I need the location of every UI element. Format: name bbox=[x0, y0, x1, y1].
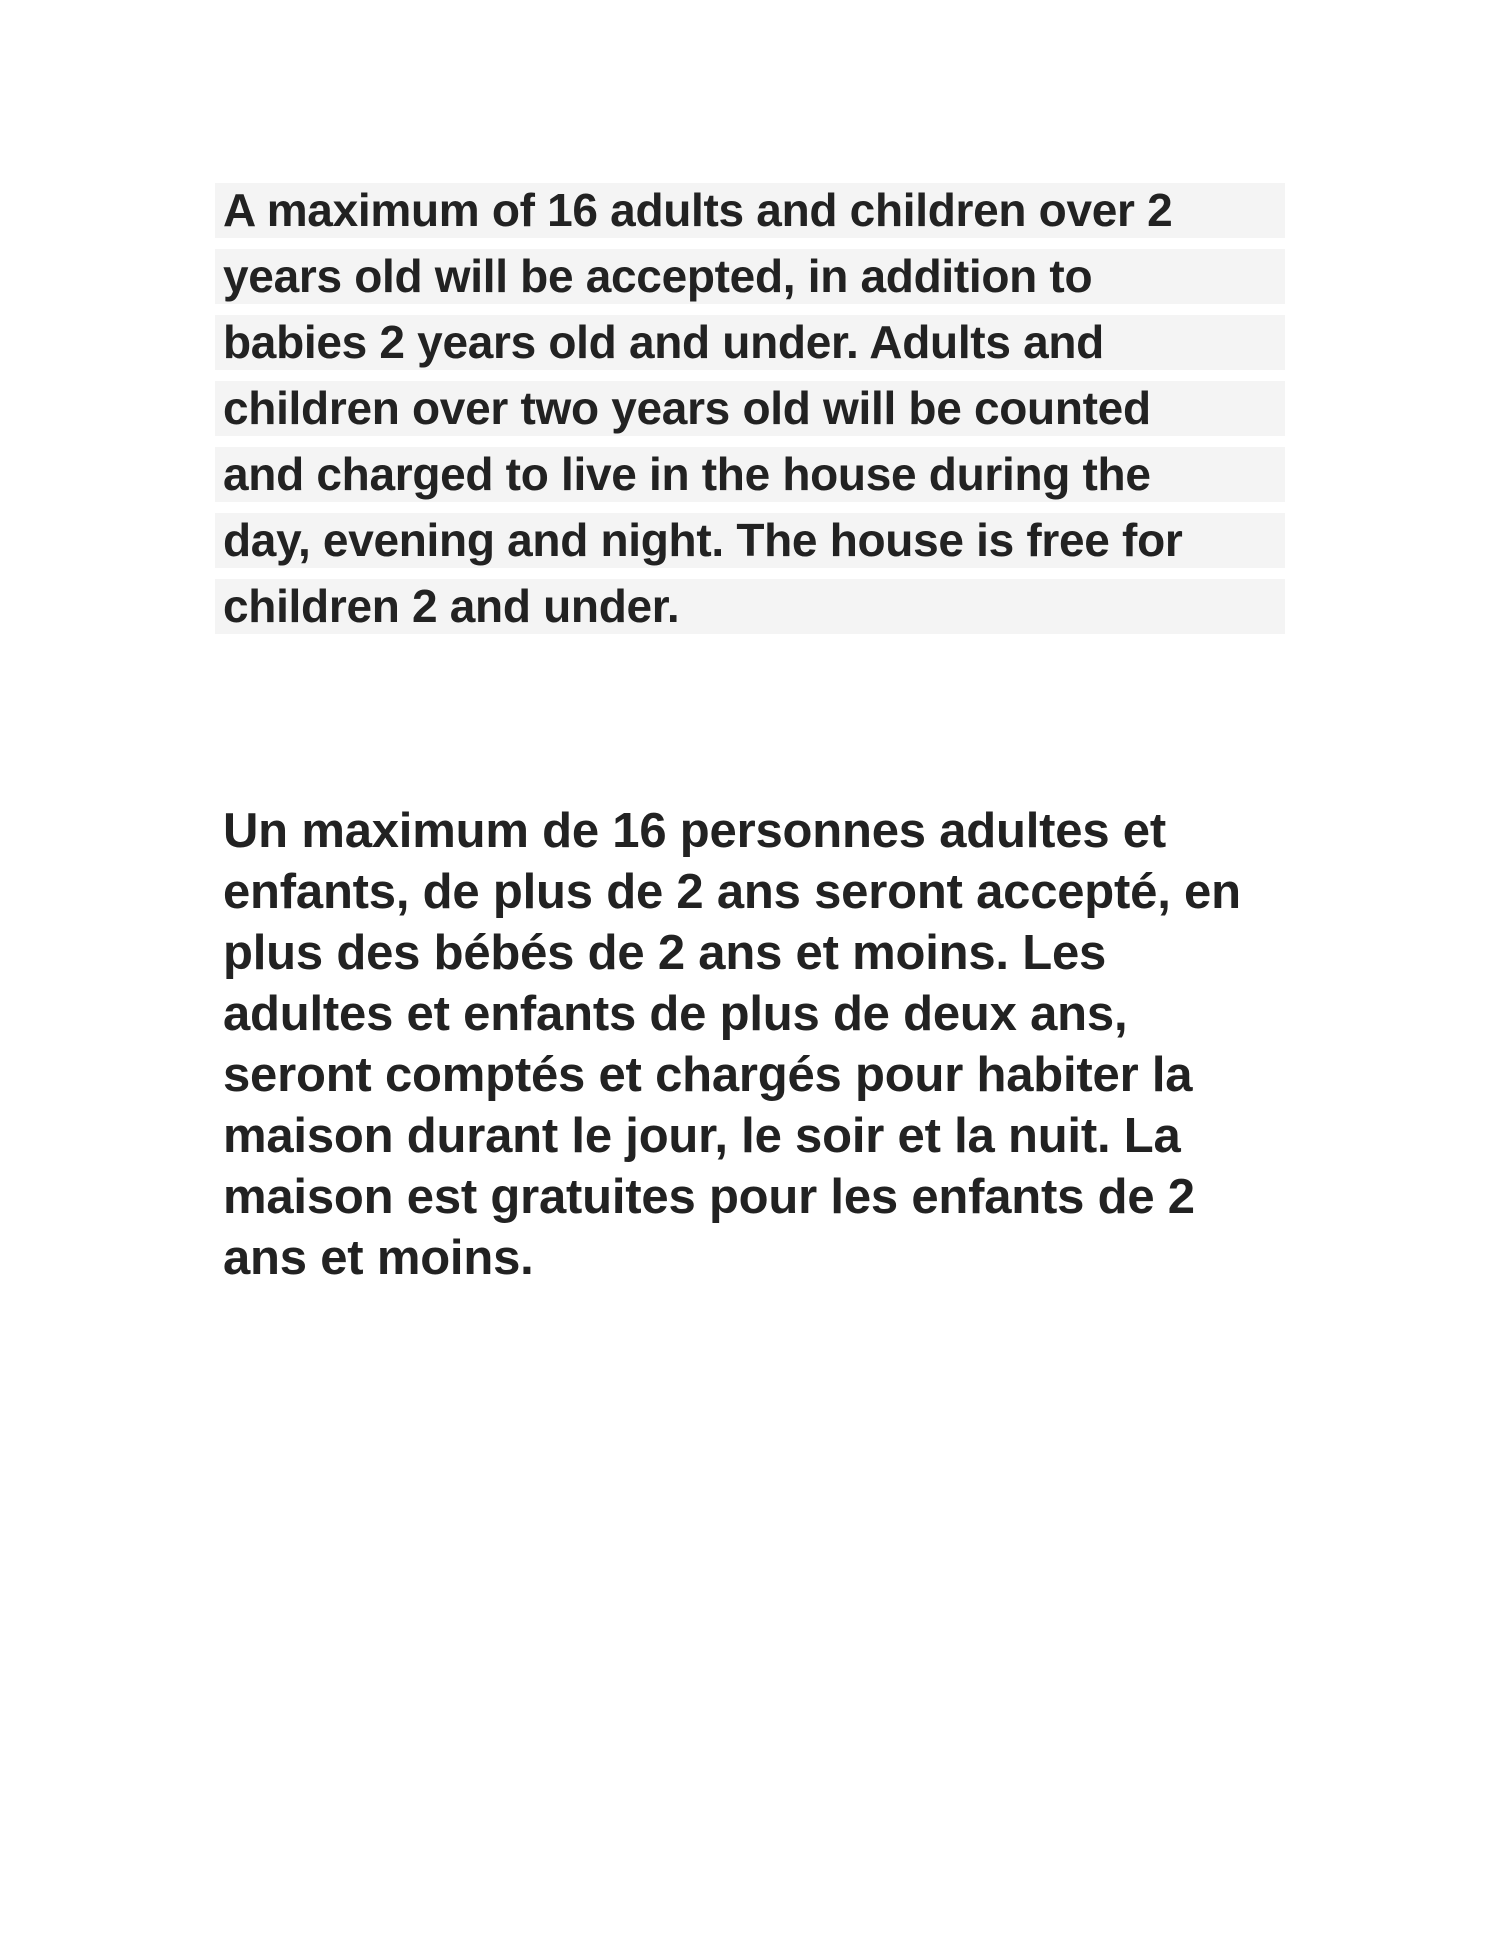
text-line: maison est gratuites pour les enfants de 2 bbox=[223, 1170, 1195, 1224]
text-line: A maximum of 16 adults and children over 2 bbox=[215, 183, 1285, 238]
french-paragraph bbox=[223, 801, 1303, 1289]
text-line: day, evening and night. The house is free for bbox=[215, 513, 1285, 568]
text-line: enfants, de plus de 2 ans seront accepté, en bbox=[223, 865, 1241, 919]
text-line: children 2 and under. bbox=[215, 579, 1285, 634]
text-line: years old will be accepted, in addition to bbox=[215, 249, 1285, 304]
text-line: and charged to live in the house during the bbox=[215, 447, 1285, 502]
text-line: maison durant le jour, le soir et la nuit. La bbox=[223, 1109, 1181, 1163]
text-line: babies 2 years old and under. Adults and bbox=[215, 315, 1285, 370]
text-line: adultes et enfants de plus de deux ans, bbox=[223, 987, 1128, 1041]
text-line: ans et moins. bbox=[223, 1231, 534, 1285]
text-line: plus des bébés de 2 ans et moins. Les bbox=[223, 926, 1107, 980]
text-line: children over two years old will be counted bbox=[215, 381, 1285, 436]
text-line: seront comptés et chargés pour habiter la bbox=[223, 1048, 1193, 1102]
english-paragraph bbox=[215, 183, 1285, 645]
text-line: Un maximum de 16 personnes adultes et bbox=[223, 804, 1166, 858]
